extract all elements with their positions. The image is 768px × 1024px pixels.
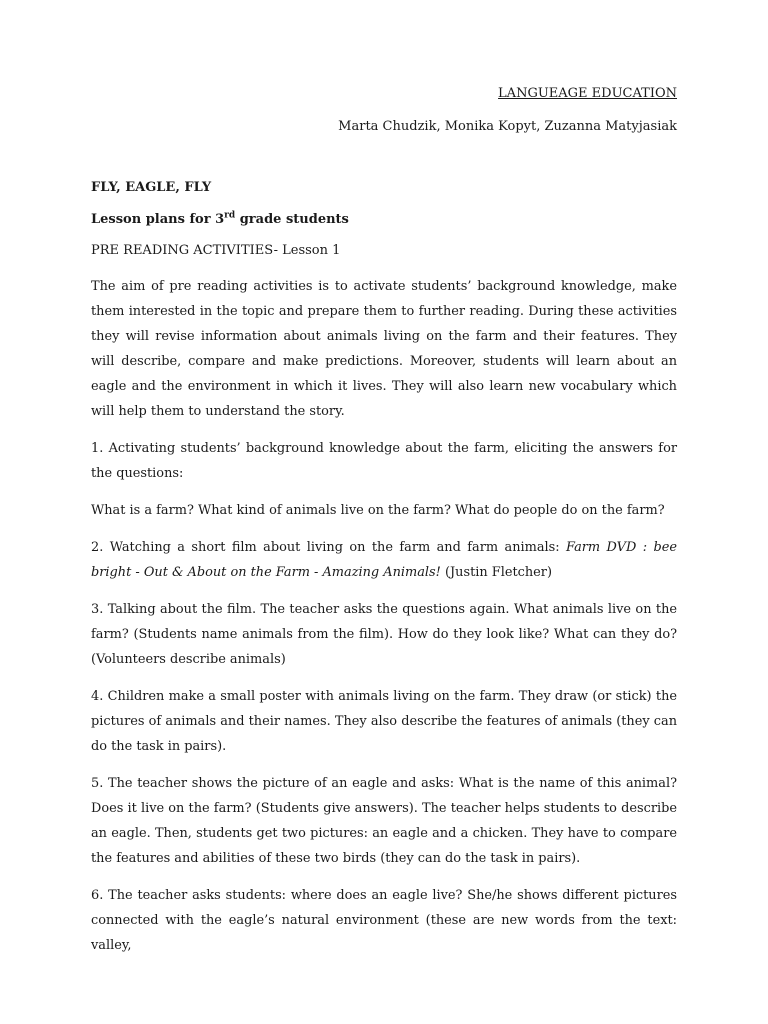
- activity-item-3: 3. Talking about the film. The teacher asks the questions again. What animals live on the farm? (Students name animals from the film). How do they look like? What can they do? (Volunteers describe animals): [91, 602, 677, 667]
- subtitle-suffix: grade students: [235, 212, 349, 227]
- activity-item-5: 5. The teacher shows the picture of an eagle and asks: What is the name of this animal? Does it live on the farm? (Students give answers). The teacher helps students to describe an eagle. Then, students get two pictures: an eagle and a chicken. They have to compare the features and abilities of these two birds (they can do the task in pairs).: [91, 776, 677, 866]
- activity-item-4: 4. Children make a small poster with animals living on the farm. They draw (or stick) the pictures of animals and their names. They also describe the features of animals (they can do the task in pairs).: [91, 689, 677, 754]
- item2-author: (Justin Fletcher): [440, 565, 552, 580]
- header-authors: Marta Chudzik, Monika Kopyt, Zuzanna Matyjasiak: [338, 119, 677, 134]
- document-subtitle: [91, 212, 677, 228]
- section-heading: PRE READING ACTIVITIES- Lesson 1: [91, 243, 341, 258]
- intro-paragraph: The aim of pre reading activities is to activate students’ background knowledge, make them interested in the topic and prepare them to further reading. During these activities they will revise information about animals living on the farm and their features. They will describe, compare and make predictions. Moreover, students will learn about an eagle and the environment in which it lives. They will also learn new vocabulary which will help them to understand the story.: [91, 279, 677, 419]
- header-title: LANGUEAGE EDUCATION: [498, 86, 677, 101]
- subtitle-text: Lesson plans for 3: [91, 212, 225, 227]
- activity-item-2: [91, 535, 677, 585]
- film-title: Farm DVD : bee bright - Out & About on the Farm - Amazing Animals!: [91, 540, 677, 580]
- questions-paragraph: What is a farm? What kind of animals live on the farm? What do people do on the farm?: [91, 503, 665, 518]
- activity-item-1: 1. Activating students’ background knowledge about the farm, eliciting the answers for the questions:: [91, 441, 677, 481]
- subtitle-superscript: rd: [224, 210, 236, 221]
- activity-item-6: 6. The teacher asks students: where does an eagle live? She/he shows different pictures connected with the eagle’s natural environment (these are new words from the text: valley,: [91, 888, 677, 953]
- item2-text: 2. Watching a short film about living on the farm and farm animals:: [91, 540, 567, 555]
- document-body: [91, 180, 677, 970]
- document-title: FLY, EAGLE, FLY: [91, 180, 212, 195]
